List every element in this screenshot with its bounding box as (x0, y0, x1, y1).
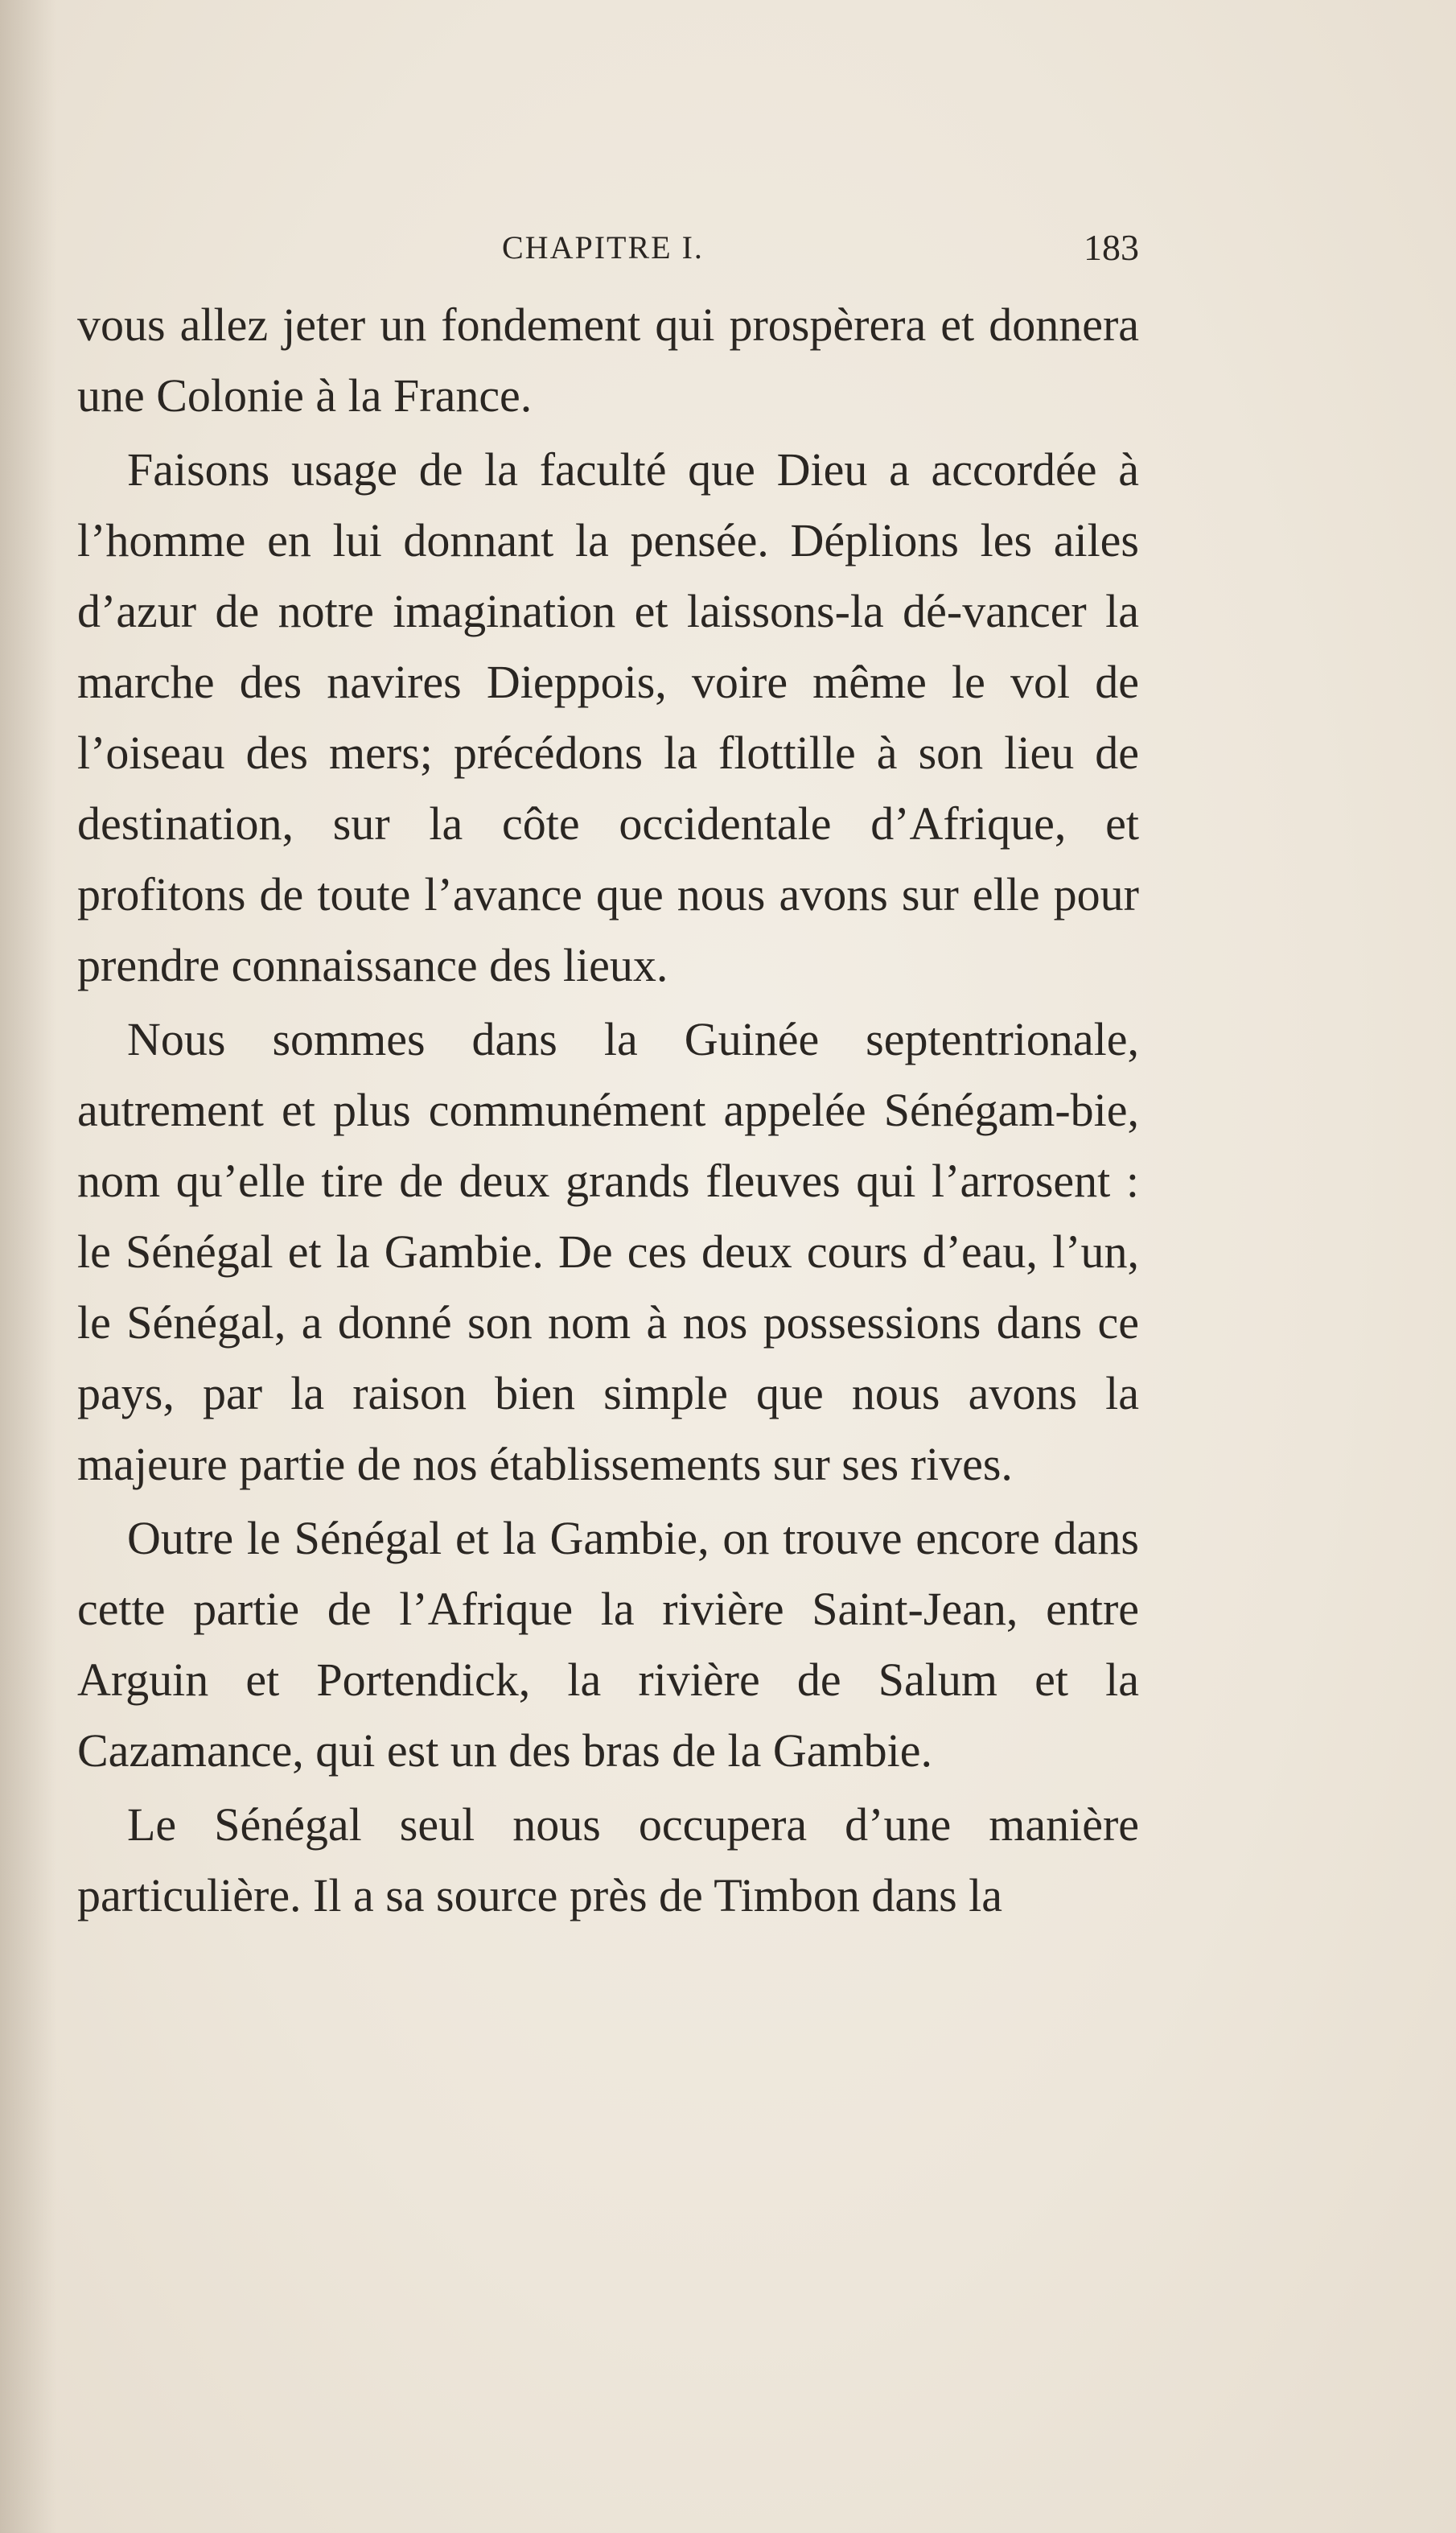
page-body (77, 290, 1139, 1934)
page-header (77, 224, 1139, 272)
paragraph: vous allez jeter un fondement qui prospèrera et donnera une Colonie à la France. (77, 299, 1139, 422)
paragraph: Nous sommes dans la Guinée septentrionale, autrement et plus communément appelée Sénégam-bie, nom qu’elle tire de deux grands fleuves qui l’arrosent : le Sénégal et la Gambie. De ces deux cours d’eau, l’un, le Sénégal, a donné son nom à nos possessions dans ce pays, par la raison bien simple que nous avons la majeure partie de nos établissements sur ses rives. (77, 1013, 1139, 1490)
paragraph: Faisons usage de la faculté que Dieu a accordée à l’homme en lui donnant la pensée. Déplions les ailes d’azur de notre imagination et laissons-la dé-vancer la marche des navires Dieppois, voire même le vol de l’oiseau des mers; précédons la flottille à son lieu de destination, sur la côte occidentale d’Afrique, et profitons de toute l’avance que nous avons sur elle pour prendre connaissance des lieux. (77, 443, 1139, 991)
paragraph: Le Sénégal seul nous occupera d’une manière particulière. Il a sa source près de Timbon dans la (77, 1798, 1139, 1921)
binding-shadow (0, 0, 56, 2533)
paragraph: Outre le Sénégal et la Gambie, on trouve encore dans cette partie de l’Afrique la rivière Saint-Jean, entre Arguin et Portendick, la rivière de Salum et la Cazamance, qui est un des bras de la Gambie. (77, 1512, 1139, 1777)
running-title: CHAPITRE I. (502, 229, 704, 266)
page-number: 183 (1084, 227, 1139, 268)
